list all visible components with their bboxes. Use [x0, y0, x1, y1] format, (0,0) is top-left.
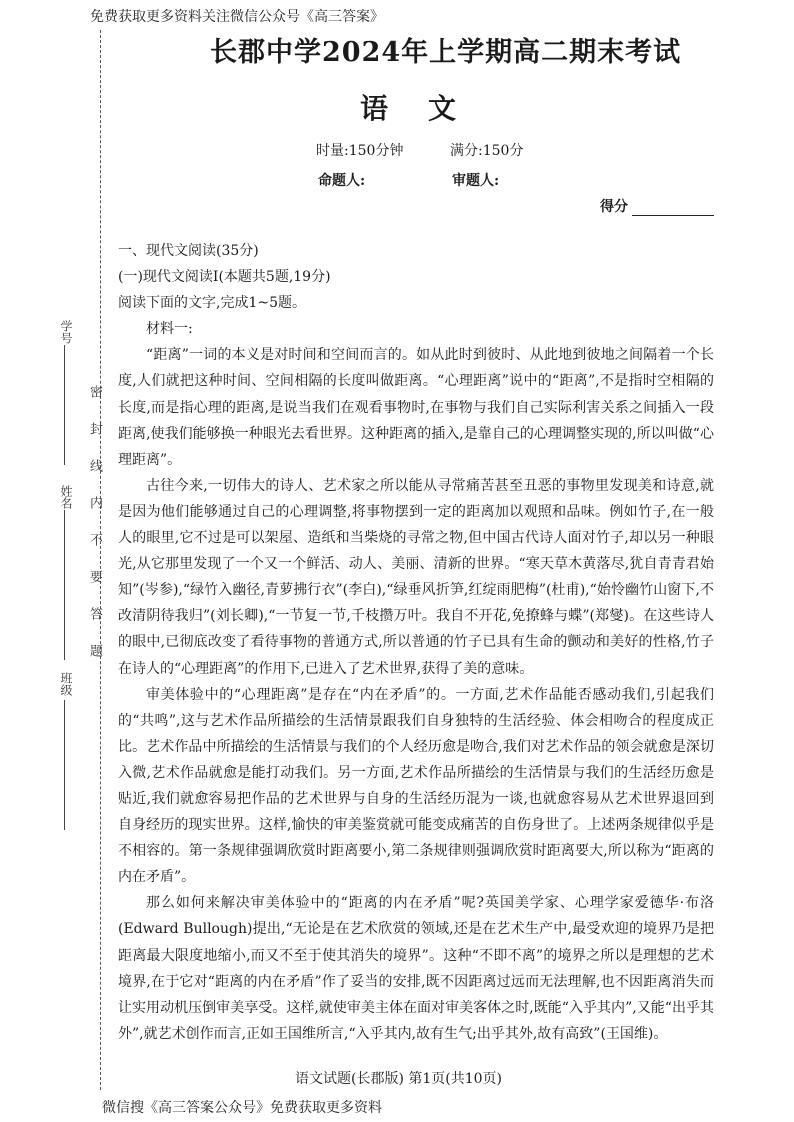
full-score: 满分:150分 [450, 143, 524, 159]
score-label: 得分 [600, 199, 628, 215]
binding-class-blank [64, 700, 65, 830]
score-box[interactable] [600, 196, 714, 216]
reading-section [118, 238, 714, 1047]
binding-number-blank [64, 345, 65, 465]
time-limit: 时量:150分钟 [316, 143, 404, 159]
binding-number-label: 学号 [59, 320, 73, 344]
binding-warning: 密封线内不要答题 [87, 385, 102, 681]
binding-name-blank [64, 510, 65, 660]
paragraph: 那么如何来解决审美体验中的“距离的内在矛盾”呢?英国美学家、心理学家爱德华·布洛(Edward Bullough)提出,“无论是在艺术欣赏的领域,还是在艺术生产中,最受欢迎的境界乃是把距离最大限度地缩小,而又不至于使其消失的境界”。这种“不即不离”的境界之所以是理想的艺术境界,在于它对“距离的内在矛盾”作了妥当的安排,既不因距离过远而无法理解,也不因距离消失而让实用动机压倒审美享受。这样,就使审美主体在面对审美客体之时,既能“入乎其内”,又能“出乎其外”,就艺术创作而言,正如王国维所言,“入乎其内,故有生气;出乎其外,故有高致”(王国维)。 [118, 895, 714, 1042]
instruction: 阅读下面的文字,完成1~5题。 [118, 295, 306, 312]
bottom-banner: 微信搜《高三答案公众号》免费获取更多资料 [102, 1100, 382, 1116]
setter-label: 命题人: [318, 173, 366, 189]
binding-class-label: 班级 [59, 672, 73, 696]
section-title: 一、现代文阅读(35分) [118, 243, 259, 259]
paragraph: 审美体验中的“心理距离”是存在“内在矛盾”的。一方面,艺术作品能否感动我们,引起我们的“共鸣”,这与艺术作品所描绘的生活情景跟我们自身独特的生活经验、体会相吻合的程度成正比。艺术作品中所描绘的生活情景与我们的个人经历愈是吻合,我们对艺术作品的领会就愈是深切入微,艺术作品就愈是能打动我们。另一方面,艺术作品所描绘的生活情景与我们的生活经历愈是贴近,我们就愈容易把作品的艺术世界与自身的生活经历混为一谈,也就愈容易从艺术世界退回到自身经历的现实世界。这样,愉快的审美鉴赏就可能变成痛苦的自伤身世了。上述两条规律似乎是不相容的。第一条规律强调欣赏时距离要小,第二条规律则强调欣赏时距离要大,所以称为“距离的内在矛盾”。 [118, 686, 714, 886]
score-blank[interactable] [632, 201, 714, 216]
top-banner: 免费获取更多资料关注微信公众号《高三答案》 [90, 9, 384, 25]
subject-title: 语文 [360, 92, 497, 125]
page-footer: 语文试题(长郡版) 第1页(共10页) [295, 1071, 503, 1087]
exam-title: 长郡中学2024年上学期高二期末考试 [210, 37, 682, 68]
paragraph: “距离”一词的本义是对时间和空间而言的。如从此时到彼时、从此地到彼地之间隔着一个长度,人们就把这种时间、空间相隔的长度叫做距离。“心理距离”说中的“距离”,不是指时空相隔的长度,而是指心理的距离,是说当我们在观看事物时,在事物与我们自己实际利害关系之间插入一段距离,使我们能够换一种眼光去看世界。这种距离的插入,是靠自己的心理调整实现的,所以叫做“心理距离”。 [118, 347, 714, 468]
material-label: 材料一: [146, 321, 193, 338]
paragraph: 古往今来,一切伟大的诗人、艺术家之所以能从寻常痛苦甚至丑恶的事物里发现美和诗意,就是因为他们能够通过自己的心理调整,将事物摆到一定的距离加以观照和品味。例如竹子,在一般人的眼里,它不过是可以架屋、造纸和当柴烧的寻常之物,但中国古代诗人面对竹子,却以另一种眼光,从它那里发现了一个又一个鲜活、动人、美丽、清新的世界。“寒天草木黄落尽,犹自青青君始知”(岑参),“绿竹入幽径,青萝拂行衣”(李白),“绿垂风折笋,红绽雨肥梅”(杜甫),“始怜幽竹山窗下,不改清阴待我归”(刘长卿),“一节复一节,千枝攒万叶。我自不开花,免撩蜂与蝶”(郑燮)。在这些诗人的眼中,已彻底改变了看待事物的普通方式,所以普通的竹子已具有生命的颤动和美好的性格,竹子在诗人的“心理距离”的作用下,已进入了艺术世界,获得了美的意味。 [118, 477, 714, 677]
binding-name-label: 姓名 [59, 485, 73, 509]
reviewer-label: 审题人: [452, 173, 500, 189]
subsection-title: (一)现代文阅读Ⅰ(本题共5题,19分) [118, 269, 331, 286]
